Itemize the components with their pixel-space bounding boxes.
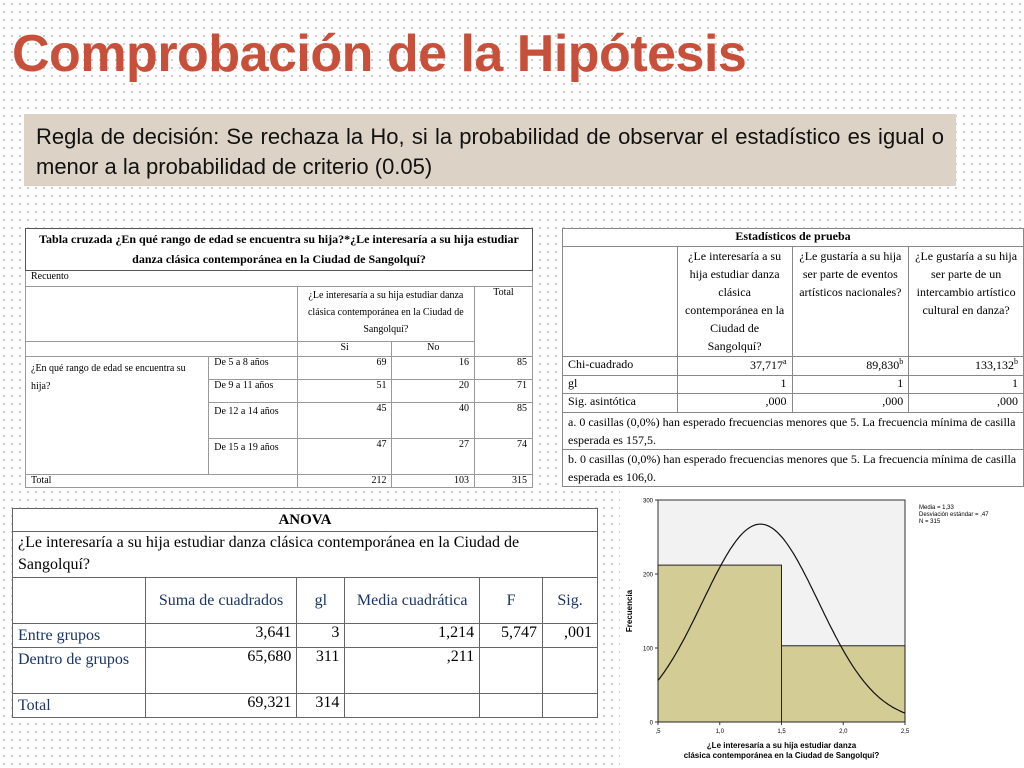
y-tick-label: 0 <box>649 720 653 727</box>
anova-cell: ,001 <box>543 624 598 648</box>
crosstab-cell: 85 <box>474 357 532 380</box>
crosstab-cell: 74 <box>474 439 532 475</box>
histogram-bar <box>658 565 782 722</box>
stats-cell: ,000 <box>677 394 792 413</box>
stats-cell: 37,717$^a$ <box>677 357 792 376</box>
x-tick-label: 1,5 <box>777 729 786 735</box>
crosstab-cell: 69 <box>297 357 392 380</box>
legend-entry: Media = 1,33 <box>919 505 954 511</box>
table-row <box>26 475 533 488</box>
anova-cell <box>543 694 598 718</box>
stats-col-header: ¿Le gustaría a su hija ser parte de eventos artísticos nacionales? <box>792 247 909 357</box>
anova-title: ANOVA <box>13 509 598 532</box>
anova-col-header: Media cuadrática <box>345 578 480 624</box>
crosstab-cell: 71 <box>474 380 532 403</box>
x-tick-label: 2,5 <box>900 729 910 735</box>
anova-table <box>12 508 598 718</box>
x-tick-label: ,5 <box>655 729 661 735</box>
crosstab-col-si: Si <box>297 342 392 357</box>
anova-corner <box>13 578 146 624</box>
anova-cell: 65,680 <box>145 648 297 694</box>
histogram-bar <box>782 646 906 722</box>
stats-row-label: Chi-cuadrado <box>563 357 678 376</box>
table-row <box>13 624 598 648</box>
crosstab-cell: 212 <box>297 475 392 488</box>
anova-row-label: Dentro de grupos <box>13 648 146 694</box>
page-title: Comprobación de la Hipótesis <box>12 25 747 83</box>
crosstab-row-label: De 5 a 8 años <box>209 357 298 380</box>
anova-cell <box>345 694 480 718</box>
crosstab-cell: 20 <box>392 380 474 403</box>
legend-entry: N = 315 <box>919 519 941 525</box>
y-tick-label: 100 <box>642 646 653 653</box>
table-row <box>563 357 1024 376</box>
anova-cell <box>480 694 543 718</box>
crosstab-cell: 16 <box>392 357 474 380</box>
crosstab-cell: 51 <box>297 380 392 403</box>
table-row <box>563 376 1024 394</box>
anova-col-header: Sig. <box>543 578 598 624</box>
crosstab-cell: 27 <box>392 439 474 475</box>
stats-footnote-b: b. 0 casillas (0,0%) han esperado frecuencias menores que 5. La frecuencia mínima de casilla esperada es 106,0. <box>563 450 1024 487</box>
anova-cell: 69,321 <box>145 694 297 718</box>
anova-cell: 5,747 <box>480 624 543 648</box>
anova-cell: 3 <box>297 624 345 648</box>
stats-footnote-a: a. 0 casillas (0,0%) han esperado frecuencias menores que 5. La frecuencia mínima de casilla esperada es 157,5. <box>563 413 1024 450</box>
crosstab-cell: 103 <box>392 475 474 488</box>
crosstab-cell: 85 <box>474 403 532 439</box>
crosstab-total-header: Total <box>474 287 532 357</box>
stats-cell: 133,132$^b$ <box>909 357 1024 376</box>
x-axis-label: ¿Le interesaría a su hija estudiar danza <box>706 741 857 750</box>
crosstab-row-label: De 15 a 19 años <box>209 439 298 475</box>
anova-cell: 311 <box>297 648 345 694</box>
decision-rule-box: Regla de decisión: Se rechaza la Ho, si la probabilidad de observar el estadístico es igual o menor a la probabilidad de criterio (0.05) <box>24 114 956 186</box>
crosstab-count-label: Recuento <box>26 271 533 287</box>
anova-col-header: F <box>480 578 543 624</box>
anova-caption: ¿Le interesaría a su hija estudiar danza clásica contemporánea en la Ciudad de Sangolquí? <box>13 532 598 578</box>
stats-cell: 89,830$^b$ <box>792 357 909 376</box>
x-tick-label: 1,0 <box>715 729 724 735</box>
x-tick-label: 2,0 <box>839 729 848 735</box>
anova-cell: 1,214 <box>345 624 480 648</box>
y-tick-label: 200 <box>642 572 653 579</box>
histogram-chart <box>620 490 1024 768</box>
anova-cell <box>543 648 598 694</box>
crosstab-cell: 47 <box>297 439 392 475</box>
anova-cell: ,211 <box>345 648 480 694</box>
crosstab-title: Tabla cruzada ¿En qué rango de edad se encuentra su hija?*¿Le interesaría a su hija estudiar danza clásica contemporánea en la Ciudad de Sangolquí? <box>26 229 533 271</box>
stats-row-label: gl <box>563 376 678 394</box>
anova-row-label: Entre grupos <box>13 624 146 648</box>
anova-col-header: gl <box>297 578 345 624</box>
crosstab-row-group: ¿En qué rango de edad se encuentra su hija? <box>26 357 209 475</box>
anova-row-label: Total <box>13 694 146 718</box>
stats-cell: 1 <box>909 376 1024 394</box>
crosstab-col-group: ¿Le interesaría a su hija estudiar danza clásica contemporánea en la Ciudad de Sangolquí? <box>297 287 474 342</box>
stats-cell: 1 <box>792 376 909 394</box>
stats-col-header: ¿Le gustaría a su hija ser parte de un intercambio artístico cultural en danza? <box>909 247 1024 357</box>
stats-cell: 1 <box>677 376 792 394</box>
crosstab-cell: 315 <box>474 475 532 488</box>
legend-entry: Desviación estándar = ,47 <box>919 512 989 518</box>
stats-col-header: ¿Le interesaría a su hija estudiar danza clásica contemporánea en la Ciudad de Sangolquí? <box>677 247 792 357</box>
crosstab-row-label: De 12 a 14 años <box>209 403 298 439</box>
table-row <box>13 648 598 694</box>
crosstab-row-label: De 9 a 11 años <box>209 380 298 403</box>
table-row <box>563 394 1024 413</box>
stats-cell: ,000 <box>909 394 1024 413</box>
anova-col-header: Suma de cuadrados <box>145 578 297 624</box>
stats-corner <box>563 247 678 357</box>
table-row <box>13 694 598 718</box>
y-tick-label: 300 <box>642 498 653 505</box>
anova-cell: 314 <box>297 694 345 718</box>
crosstab-corner-lower <box>26 342 298 357</box>
crosstab-cell: 40 <box>392 403 474 439</box>
crosstab-table <box>25 228 533 488</box>
y-axis-label: Frecuencia <box>625 589 634 633</box>
stats-title: Estadísticos de prueba <box>563 229 1024 247</box>
stats-cell: ,000 <box>792 394 909 413</box>
test-statistics-table <box>562 228 1024 487</box>
crosstab-corner <box>26 287 298 342</box>
stats-row-label: Sig. asintótica <box>563 394 678 413</box>
crosstab-total-label: Total <box>26 475 298 488</box>
x-axis-label: clásica contemporánea en la Ciudad de Sangolquí? <box>683 751 880 760</box>
crosstab-col-no: No <box>392 342 474 357</box>
anova-cell: 3,641 <box>145 624 297 648</box>
table-row <box>26 357 533 380</box>
anova-cell <box>480 648 543 694</box>
crosstab-cell: 45 <box>297 403 392 439</box>
